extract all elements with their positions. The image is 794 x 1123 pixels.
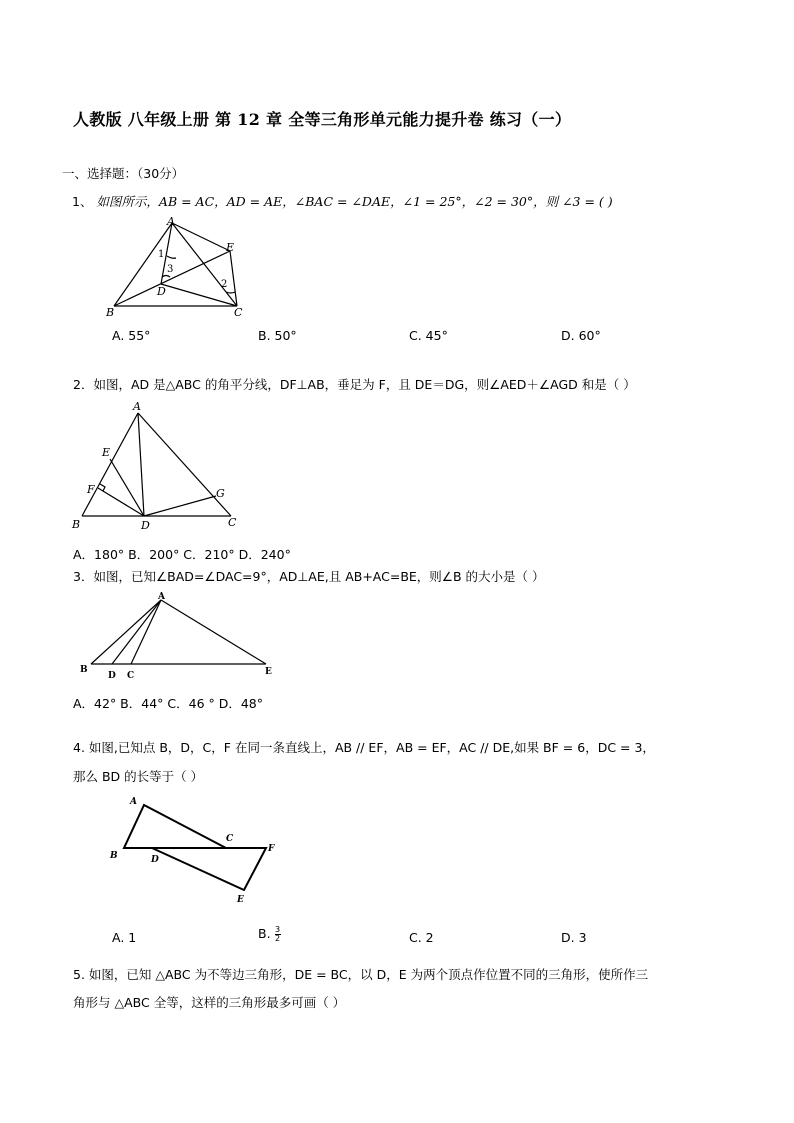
question-1-figure — [100, 212, 260, 322]
page-title: 人教版 八年级上册 第 12 章 全等三角形单元能力提升卷 练习（一） — [73, 110, 572, 129]
q4-label-c: C — [226, 834, 234, 844]
question-4-line-1: 4. 如图,已知点 B，D，C，F 在同一条直线上，AB // EF，AB = EF，AC // DE,如果 BF = 6，DC = 3， — [73, 740, 655, 755]
q4-label-f: F — [268, 844, 275, 854]
q1-option-b[interactable]: B. 50° — [258, 328, 297, 343]
q1-option-c[interactable]: C. 45° — [409, 328, 448, 343]
q4-option-a[interactable]: A. 1 — [112, 930, 137, 945]
q3-options[interactable]: A．42° B．44° C．46 ° D．48° — [73, 696, 263, 711]
question-1-number: 1、 — [72, 194, 93, 209]
q4-label-d: D — [151, 855, 159, 865]
question-3-text: 3．如图，已知∠BAD=∠DAC=9°，AD⊥AE,且 AB+AC=BE，则∠B 的大小是（ ） — [73, 569, 545, 584]
q4-label-e: E — [237, 895, 244, 905]
section-heading: 一、选择题：（30分） — [62, 166, 185, 181]
question-5-line-2: 角形与 △ABC 全等，这样的三角形最多可画（ ） — [73, 995, 346, 1010]
q2-label-a: A — [133, 400, 141, 413]
q2-label-e: E — [102, 446, 111, 459]
q3-label-b: B — [80, 665, 88, 675]
q1-label-c: C — [234, 306, 243, 319]
question-4-line-2: 那么 BD 的长等于（ ） — [73, 769, 204, 784]
q2-label-b: B — [72, 518, 81, 531]
question-5-line-1: 5. 如图，已知 △ABC 为不等边三角形，DE = BC，以 D，E 为两个顶点作位置不同的三角形，使所作三 — [73, 967, 649, 982]
q3-label-c: C — [127, 671, 135, 681]
q2-label-g: G — [216, 487, 225, 500]
q2-label-f: F — [87, 483, 95, 496]
q1-label-1: 1 — [158, 249, 165, 260]
q4-option-d[interactable]: D. 3 — [561, 930, 587, 945]
question-1 — [72, 192, 613, 210]
q4-label-b: B — [110, 851, 118, 861]
q1-label-d: D — [157, 285, 166, 298]
q3-label-e: E — [265, 667, 272, 677]
q4-option-b[interactable] — [258, 926, 281, 943]
q1-label-3: 3 — [167, 264, 174, 275]
q2-label-c: C — [228, 516, 237, 529]
question-2-figure — [68, 398, 248, 534]
q1-option-a[interactable]: A. 55° — [112, 328, 151, 343]
q2-options[interactable]: A．180° B．200° C．210° D．240° — [73, 547, 291, 562]
q3-label-d: D — [108, 671, 116, 681]
q2-label-d: D — [141, 519, 150, 532]
question-4-figure — [104, 790, 284, 908]
q1-label-2: 2 — [221, 279, 228, 290]
q1-option-d[interactable]: D. 60° — [561, 328, 601, 343]
q4-option-b-letter: B. — [258, 926, 271, 941]
question-1-text: 如图所示，AB = AC，AD = AE，∠BAC = ∠DAE，∠1 = 25°，∠2 = 30°，则 ∠3 = ( ) — [92, 194, 613, 209]
q1-label-a: A — [167, 215, 175, 228]
q4-label-a: A — [130, 797, 137, 807]
question-3-figure — [76, 590, 286, 682]
q1-label-b: B — [106, 306, 115, 319]
q1-label-e: E — [226, 241, 235, 254]
q4-option-b-fraction: $\frac{3}{2}$ — [275, 925, 281, 943]
q3-label-a: A — [158, 592, 165, 602]
question-2-text: 2．如图，AD 是△ABC 的角平分线，DF⊥AB，垂足为 F，且 DE＝DG，则∠AED＋∠AGD 和是（ ） — [73, 377, 636, 392]
q4-option-c[interactable]: C. 2 — [409, 930, 434, 945]
